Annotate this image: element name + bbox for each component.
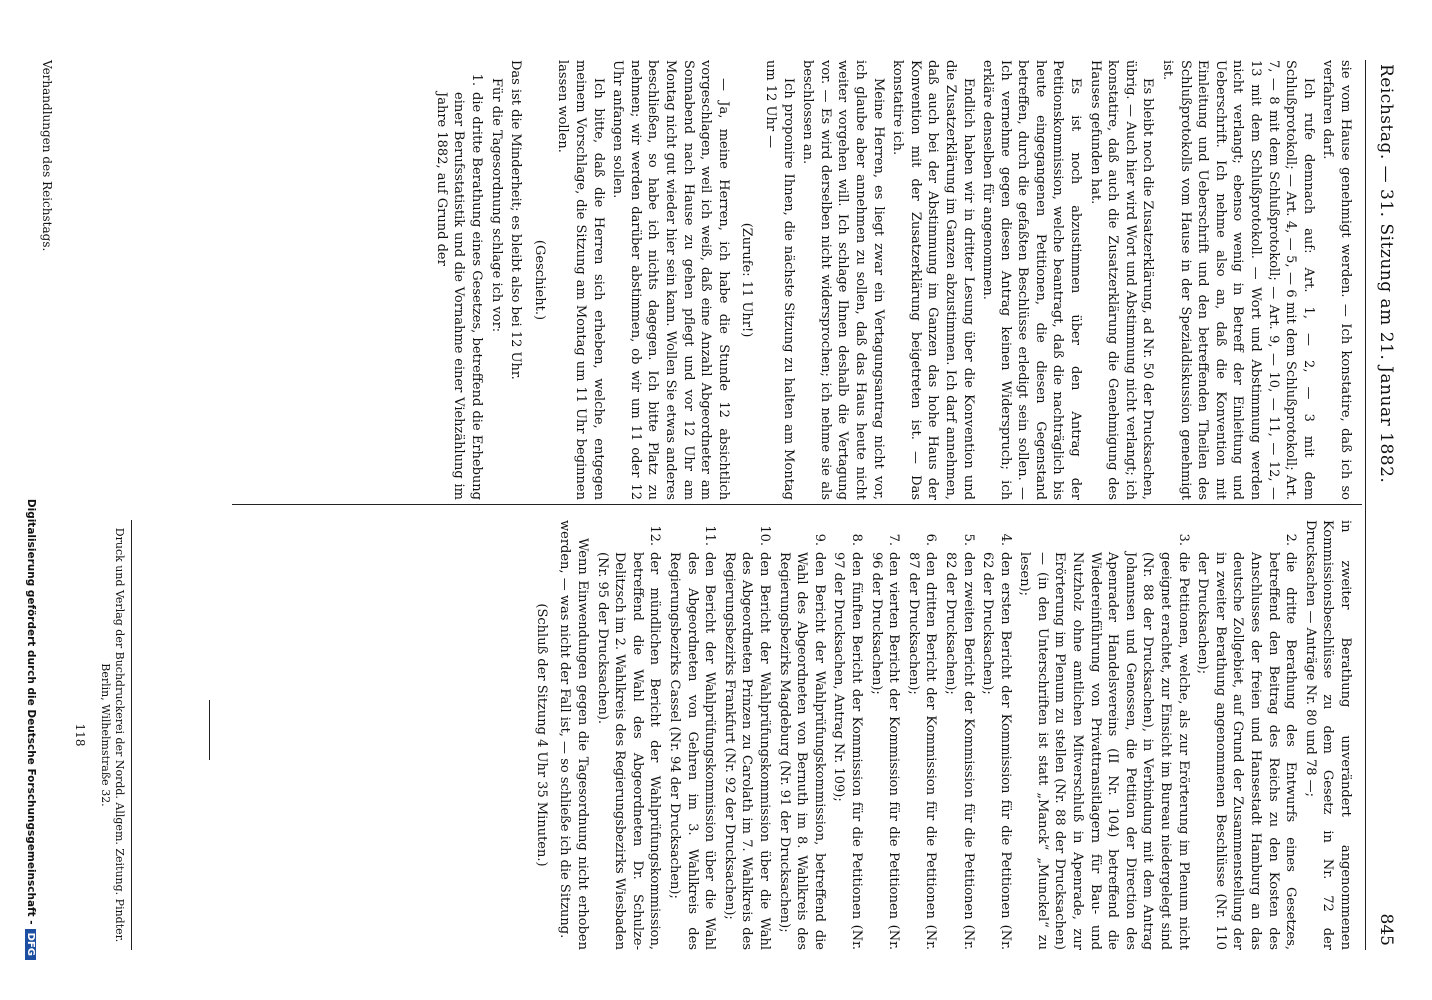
stage-direction: (Geschieht.) (531, 239, 547, 321)
paragraph: in zweiter Berathung unverändert angenommenen Kommissionsbeschlüsse zu dem Gesetz in Nr. 72 der Drucksachen — Anträge Nr. 80 und 78 —; (1302, 520, 1353, 950)
paragraph: — Ja, meine Herren, ich habe die Stunde 12 absichtlich vorgeschlagen, weil ich weiß, daß eine Anzahl Abgeordneter am Sonnabend nach Hause zu gehen pflegt und vor 12 Uhr am Montag nicht gut wieder hier sein kann. Wollen Sie etwas anderes beschließen, so habe ich nichts dagegen. Ich bitte Platz zu nehmen; wir werden darüber abstimmen, ob wir um 11 oder 12 Uhr anfangen sollen. (610, 60, 731, 500)
agenda-item-text: die dritte Berathung eines Gesetzes, betreffend die Erhebung einer Berufsstatistik und die Vornahme einer Viehzählung im Jahre 1882, auf Grund der (433, 92, 485, 500)
paragraph: Für die Tagesordnung schlage ich vor: (488, 78, 504, 333)
agenda-item-number: 5. (960, 533, 976, 546)
agenda-item-number: 6. (923, 533, 939, 546)
agenda-item-number: 4. (997, 533, 1013, 546)
footer-rule (131, 520, 132, 950)
paragraph: Es bleibt noch die Zusatzerklärung, ad Nr. 50 der Drucksachen, übrig. — Auch hier wird Wort und Abstimmung nicht verlangt; ich konstatire, daß auch die Zusatzerklärung die Genehmigung des Hauses gefunden hat. (1087, 60, 1156, 500)
paragraph: Es ist noch abzustimmen über den Antrag der Petitionskommission, welche beantragt, daß die nachträglich bis heute eingegangenen Petitionen, die diesen Gegenstand betreffen, durch die gefaßten Beschlüsse erledigt sein sollen. — Ich vernehme gegen diesen Antrag keinen Widerspruch; ich erkläre denselben für angenommen. (980, 60, 1084, 500)
agenda-item-number: 1. (469, 73, 485, 86)
closing-rule (209, 700, 210, 760)
page-number: 845 (1376, 913, 1396, 946)
agenda-item (432, 60, 485, 500)
agenda-item-number: 12. (647, 525, 663, 546)
right-column (526, 520, 1354, 950)
column-divider (232, 504, 1362, 505)
agenda-item (979, 520, 1014, 950)
stamp-text: Digitalisierung gefördert durch die Deutsche Forschungsgemeinschaft - (25, 498, 37, 925)
agenda-item-text: den Bericht der Wahlprüfungskommission über die Wahl des Abgeordneten Prinzen zu Carolath im 7. Wahlkreis des Regierungsbezirks Frankfurt (Nr. 92 der Drucksachen); (721, 552, 772, 950)
agenda-item (720, 520, 773, 950)
agenda-item (830, 520, 865, 950)
agenda-item-number: 10. (757, 525, 772, 546)
paragraph: Ich rufe demnach auf: Art. 1, — 2, — 3 mit dem Schlußprotokoll; — Art. 4, — 5, — 6 mit dem Schlußprotokoll; Art. 7, — 8 mit dem Schlußprotokoll; — Art. 9, — 10, — 11, — 12, — 13 mit dem Schlußprotokoll. — Wort und Abstimmung werden nicht verlangt; ebenso wenig in Betreff der Einleitung und Ueberschrift. Ich nehme also an, daß die Konvention mit Einleitung und Ueberschrift und den betreffenden Theilen des Schlußprotokolls vom Hause in der Spezialdiskussion genehmigt ist. (1160, 60, 1316, 500)
agenda-item-text: den fünften Bericht der Kommission für die Petitionen (Nr. 97 der Drucksachen, Antrag Nr. 109); (831, 552, 864, 950)
agenda-item (593, 520, 663, 950)
agenda-item-number: 11. (702, 525, 718, 546)
sheet-number: 118 (73, 723, 87, 747)
paragraph: Endlich haben wir in dritter Lesung über die Konvention und die Zusatzerklärung im Ganzen abzustimmen. Ich darf annehmen, daß auch bei der Abstimmung im Ganzen das hohe Haus der Konvention mit der Zusatzerklärung beigetreten ist. — Das konstatire ich. (890, 60, 976, 500)
page-header (1365, 60, 1402, 950)
agenda-item (1016, 520, 1192, 950)
session-close-note: (Schluß der Sitzung 4 Uhr 35 Minuten.) (533, 603, 549, 867)
paragraph: Wenn Einwendungen gegen die Tagesordnung nicht erhoben werden, — was nicht der Fall ist, — so schließe ich die Sitzung. (557, 520, 591, 950)
paragraph: Ich proponire Ihnen, die nächste Sitzung zu halten am Montag um 12 Uhr — (763, 60, 796, 500)
paragraph: Das ist die Minderheit; es bleibt also bei 12 Uhr. (508, 60, 524, 380)
paragraph: Meine Herren, es liegt zwar ein Vertagungsantrag nicht vor, ich glaube aber annehmen zu sollen, daß das Haus heute nicht weiter vorgehen will. Ich schlage Ihnen deshalb die Vertagung vor. — Es wird derselben nicht widersprochen; ich nehme sie als beschlossen an. (800, 60, 886, 500)
left-column (430, 60, 1354, 500)
paragraph: Ich bitte, daß die Herren sich erheben, welche, entgegen meinem Vorschlage, die Sitzung am Montag um 11 Uhr beginnen lassen wollen. (555, 60, 606, 500)
agenda-item-text: den vierten Bericht der Kommission für die Petitionen (Nr. 96 der Drucksachen); (868, 552, 902, 950)
agenda-item-number: 2. (1283, 533, 1299, 546)
dfg-logo: DFG (25, 929, 36, 960)
agenda-item (904, 520, 939, 950)
header-title: Reichstag. — 31. Sitzung am 21. Januar 1882. (1376, 64, 1396, 484)
agenda-item (665, 520, 718, 950)
agenda-item-number: 9. (811, 533, 827, 546)
paragraph: sie vom Hause genehmigt werden. — Ich konstatire, daß ich so verfahren darf. (1320, 60, 1353, 500)
agenda-item-text: den Bericht der Wahlprüfungskommission über die Wahl des Abgeordneten von Gehren im 3. Wahlkreis des Regierungsbezirks Cassel (Nr. 94 der Drucksachen); (667, 552, 718, 950)
agenda-item (775, 520, 828, 950)
publication-note: Verhandlungen des Reichstags. (40, 60, 54, 252)
agenda-item-text: den Bericht der Wahlprüfungskommission, betreffend die Wahl des Abgeordneten von Bernuth im 8. Wahlkreis des Regierungsbezirks Magdeburg (Nr. 91 der Drucksachen); (776, 552, 827, 950)
agenda-item-number: 8. (848, 533, 864, 546)
agenda-item-text: den zweiten Bericht der Kommission für die Petitionen (Nr. 82 der Drucksachen); (942, 552, 976, 950)
agenda-item (867, 520, 902, 950)
agenda-item (941, 520, 976, 950)
agenda-item-text: den dritten Bericht der Kommission für die Petitionen (Nr. 87 der Drucksachen); (905, 552, 939, 950)
printer-imprint: Druck und Verlag der Buchdruckerei der Nordd. Allgem. Zeitung. Pindter. Berlin, Wilhelmstraße 32. (99, 527, 126, 943)
agenda-item (1194, 520, 1300, 950)
agenda-item-text: die dritte Berathung des Entwurfs eines Gesetzes, betreffend den Beitrag des Reichs zu den Kosten des Anschlusses der freien und Hansestadt Hamburg an das deutsche Zollgebiet, auf Grund der Zusammenstellung der in zweiter Berathung angenommenen Beschlüsse (Nr. 110 der Drucksachen); (1195, 552, 1299, 950)
stage-direction: (Zurufe: 11 Uhr!) (739, 222, 755, 338)
agenda-item-text: die Petitionen, welche, als zur Erörterung im Plenum nicht geeignet erachtet, zur Einsicht im Bureau niedergelegt sind (Nr. 88 der Drucksachen), in Verbindung mit dem Antrag Johannsen und Genossen, die Petition der Direction des Apenrader Handelsvereins (II Nr. 104) betreffend die Wiedereinführung von Privattransitlagern für Bau- und Nutzholz ohne amtlichen Mitverschluß in Apenrade, zur Erörterung im Plenum zu stellen (Nr. 88 der Drucksachen) — (in den Unterschriften ist statt „Manck“ „Munckel“ zu lesen); (1017, 552, 1191, 950)
agenda-item-text: der mündlichen Bericht der Wahlprüfungskommission, betreffend die Wahl des Abgeordneten Dr. Schulze-Delitzsch im 2. Wahlkreis des Regierungsbezirks Wiesbaden (Nr. 95 der Drucksachen). (594, 552, 663, 950)
agenda-item-text: den ersten Bericht der Kommission für die Petitionen (Nr. 62 der Drucksachen); (980, 552, 1013, 950)
agenda-item-number: 7. (886, 533, 902, 546)
agenda-item-number: 3. (1175, 533, 1191, 546)
digitization-stamp (25, 400, 37, 960)
